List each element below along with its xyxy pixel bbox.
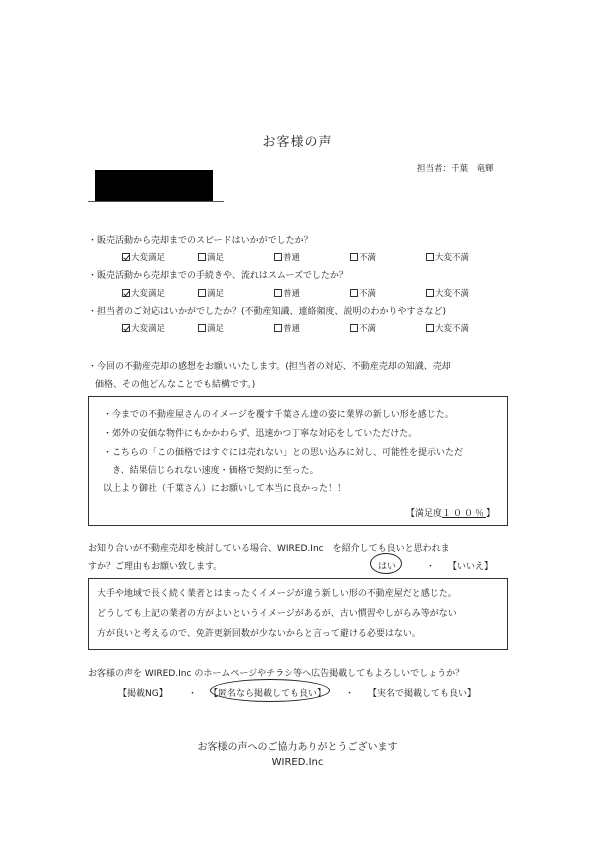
publish-realname-option[interactable]: 【実名で掲載しても良い】 <box>368 689 477 699</box>
referral-question-line2: すか？ご理由もお願い致します。 <box>88 562 223 572</box>
options-process <box>122 287 502 299</box>
impression-prompt-line1: ・今回の不動産売却の感想をお願いいたします。(担当者の対応、不動産売却の知識、売却 <box>88 362 451 372</box>
option-neutral[interactable]: 普通 <box>274 287 350 299</box>
checkbox-checked-icon[interactable] <box>122 253 130 261</box>
selected-circle-icon <box>370 553 402 574</box>
reason-line: 方が良いと考えるので、免許更新回数が少ないからと言って避ける必要はない。 <box>97 629 421 639</box>
option-very-dissatisfied[interactable]: 大変不満 <box>426 322 502 334</box>
checkbox-checked-icon[interactable] <box>122 289 130 297</box>
checkbox-icon[interactable] <box>274 324 282 332</box>
checkbox-icon[interactable] <box>426 289 434 297</box>
checkbox-icon[interactable] <box>426 324 434 332</box>
impression-prompt-line2: 価格、その他どんなことでも結構です。) <box>95 380 256 390</box>
option-very-satisfied[interactable]: 大変満足 <box>122 322 198 334</box>
selected-circle-icon <box>210 679 330 702</box>
option-very-satisfied[interactable]: 大変満足 <box>122 287 198 299</box>
publish-separator: ・ <box>188 689 198 699</box>
checkbox-icon[interactable] <box>198 324 206 332</box>
referral-yes-option[interactable]: はい <box>378 562 397 572</box>
satisfaction-rating: 【満足度１００％】 <box>405 509 495 519</box>
checkbox-icon[interactable] <box>350 324 358 332</box>
satisfaction-value: １００％ <box>441 509 486 519</box>
checkbox-icon[interactable] <box>350 253 358 261</box>
question-process: ・販売活動から売却までの手続きや、流れはスムーズでしたか？ <box>88 271 348 281</box>
checkbox-icon[interactable] <box>350 289 358 297</box>
options-staff-response <box>122 322 502 334</box>
referral-separator: ・ <box>426 562 436 572</box>
reason-line: どうしても上記の業者の方がよいというイメージがあるが、古い慣習やしがらみ等がない <box>97 609 457 619</box>
publish-question: お客様の声を WIRED.Inc のホームページやチラシ等へ広告掲載してもよろしいでしょうか？ <box>88 669 465 679</box>
publish-separator: ・ <box>345 689 355 699</box>
impression-answer-box <box>88 396 508 526</box>
option-satisfied[interactable]: 満足 <box>198 251 274 263</box>
referral-question-line1: お知り合いが不動産売却を検討している場合、WIRED.Inc を紹介しても良いと思われま <box>88 544 450 554</box>
page-title: お客様の声 <box>262 135 333 150</box>
impression-line: 以上より御社（千葉さん）にお願いして本当に良かった！！ <box>103 484 347 494</box>
staff-name: 担当者：千葉 竜輝 <box>417 164 494 174</box>
reason-line: 大手や地域で長く続く業者とはまったくイメージが違う新しい形の不動産屋だと感じた。 <box>97 589 457 599</box>
option-very-dissatisfied[interactable]: 大変不満 <box>426 287 502 299</box>
option-dissatisfied[interactable]: 不満 <box>350 287 426 299</box>
option-very-satisfied[interactable]: 大変満足 <box>122 251 198 263</box>
checkbox-icon[interactable] <box>198 289 206 297</box>
impression-line: ・郊外の安価な物件にもかかわらず、迅速かつ丁寧な対応をしていただけた。 <box>103 429 418 439</box>
checkbox-icon[interactable] <box>274 253 282 261</box>
impression-line: ・こちらの「この価格ではすぐには売れない」との思い込みに対し、可能性を提示いただ <box>103 448 464 458</box>
checkbox-icon[interactable] <box>274 289 282 297</box>
option-neutral[interactable]: 普通 <box>274 251 350 263</box>
option-dissatisfied[interactable]: 不満 <box>350 251 426 263</box>
impression-line: き、結果信じられない速度・価格で契約に至った。 <box>103 466 319 476</box>
options-speed <box>122 251 502 263</box>
checkbox-checked-icon[interactable] <box>122 324 130 332</box>
option-satisfied[interactable]: 満足 <box>198 322 274 334</box>
thanks-message: お客様の声へのご協力ありがとうございます <box>197 742 398 753</box>
question-staff-response: ・担当者のご対応はいかがでしたか？(不動産知識、連絡頻度、説明のわかりやすさなど) <box>88 307 447 317</box>
checkbox-icon[interactable] <box>426 253 434 261</box>
publish-ng-option[interactable]: 【掲載NG】 <box>118 689 168 699</box>
option-dissatisfied[interactable]: 不満 <box>350 322 426 334</box>
question-speed: ・販売活動から売却までのスピードはいかがでしたか？ <box>88 236 313 246</box>
option-very-dissatisfied[interactable]: 大変不満 <box>426 251 502 263</box>
option-satisfied[interactable]: 満足 <box>198 287 274 299</box>
company-name: WIRED.Inc <box>271 757 324 768</box>
impression-line: ・今までの不動産屋さんのイメージを覆す千葉さん達の姿に業界の新しい形を感じた。 <box>103 410 454 420</box>
redacted-customer-name <box>95 170 213 202</box>
name-underline <box>88 201 224 202</box>
referral-reason-box <box>88 578 508 650</box>
referral-no-option[interactable]: 【いいえ】 <box>448 562 494 572</box>
option-neutral[interactable]: 普通 <box>274 322 350 334</box>
checkbox-icon[interactable] <box>198 253 206 261</box>
publish-anonymous-option[interactable]: 【匿名なら掲載しても良い】 <box>209 689 327 699</box>
